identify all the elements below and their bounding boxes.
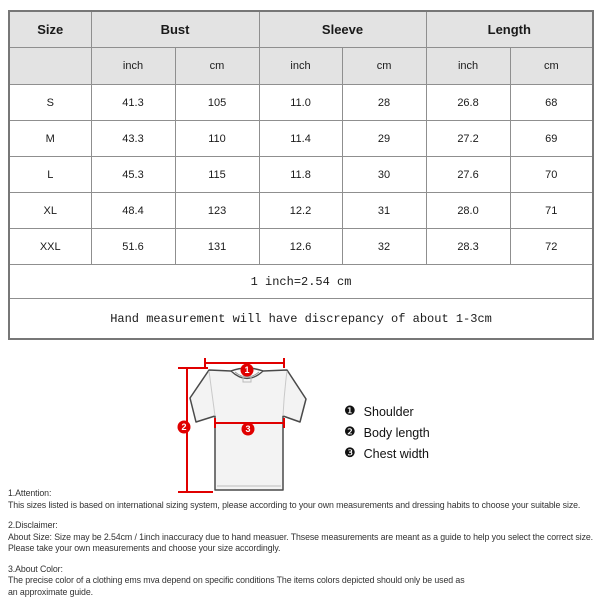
marker-body-length-number: 2 bbox=[181, 422, 187, 433]
tshirt-measurement-diagram bbox=[160, 352, 350, 500]
legend-label-body-length: Body length bbox=[363, 425, 430, 440]
circled-three-icon: ❸ bbox=[344, 446, 356, 461]
value-cell: 68 bbox=[510, 85, 593, 121]
value-cell: 28.0 bbox=[426, 193, 510, 229]
size-cell: XL bbox=[9, 193, 91, 229]
legend-item-shoulder bbox=[344, 401, 430, 422]
circled-two-icon: ❷ bbox=[344, 425, 356, 440]
legend-label-chest-width: Chest width bbox=[363, 446, 429, 461]
value-cell: 27.2 bbox=[426, 121, 510, 157]
fine-print-notes bbox=[8, 488, 598, 607]
size-chart-table bbox=[8, 10, 594, 340]
value-cell: 69 bbox=[510, 121, 593, 157]
conversion-note-row bbox=[9, 265, 593, 299]
value-cell: 72 bbox=[510, 229, 593, 265]
value-cell: 27.6 bbox=[426, 157, 510, 193]
marker-shoulder bbox=[241, 364, 254, 377]
value-cell: 45.3 bbox=[91, 157, 175, 193]
measurement-legend bbox=[344, 401, 430, 464]
unit-header-empty bbox=[9, 48, 91, 85]
size-cell: XXL bbox=[9, 229, 91, 265]
hand-measurement-note: Hand measurement will have discrepancy of about 1-3cm bbox=[9, 299, 593, 340]
value-cell: 71 bbox=[510, 193, 593, 229]
disclaimer-heading: 2.Disclaimer: bbox=[8, 520, 58, 530]
table-row bbox=[9, 229, 593, 265]
value-cell: 110 bbox=[175, 121, 259, 157]
unit-header: inch bbox=[259, 48, 342, 85]
col-header-length: Length bbox=[426, 11, 593, 48]
table-row bbox=[9, 121, 593, 157]
unit-header: cm bbox=[510, 48, 593, 85]
col-header-sleeve: Sleeve bbox=[259, 11, 426, 48]
size-cell: L bbox=[9, 157, 91, 193]
table-row bbox=[9, 85, 593, 121]
value-cell: 48.4 bbox=[91, 193, 175, 229]
marker-shoulder-number: 1 bbox=[244, 365, 250, 376]
circled-one-icon: ❶ bbox=[344, 404, 356, 419]
value-cell: 51.6 bbox=[91, 229, 175, 265]
col-header-bust: Bust bbox=[91, 11, 259, 48]
hand-note-row bbox=[9, 299, 593, 340]
attention-text: This sizes listed is based on international sizing system, please according to your own measurements and dressing habits to choose your suitable size. bbox=[8, 499, 581, 510]
header-row bbox=[9, 11, 593, 48]
attention-heading: 1.Attention: bbox=[8, 488, 52, 498]
legend-item-chest-width bbox=[344, 443, 430, 464]
unit-header: cm bbox=[175, 48, 259, 85]
attention-note bbox=[8, 488, 598, 511]
unit-header: inch bbox=[91, 48, 175, 85]
unit-header: cm bbox=[342, 48, 426, 85]
table-row bbox=[9, 193, 593, 229]
about-color-text-line1: The precise color of a clothing ems mva depend on specific conditions The items colors depicted should only be used as bbox=[8, 575, 465, 585]
value-cell: 43.3 bbox=[91, 121, 175, 157]
value-cell: 131 bbox=[175, 229, 259, 265]
unit-header-row bbox=[9, 48, 593, 85]
value-cell: 123 bbox=[175, 193, 259, 229]
marker-chest-width-number: 3 bbox=[245, 424, 251, 435]
disclaimer-text-line1: About Size: Size may be 2.54cm / 1inch inaccuracy due to hand measuer. Thsese measurements are meant as a guide to help you select the correct size. bbox=[8, 531, 594, 542]
value-cell: 28.3 bbox=[426, 229, 510, 265]
marker-body-length bbox=[178, 421, 191, 434]
value-cell: 115 bbox=[175, 157, 259, 193]
size-cell: M bbox=[9, 121, 91, 157]
value-cell: 12.6 bbox=[259, 229, 342, 265]
col-header-size: Size bbox=[9, 11, 91, 48]
value-cell: 41.3 bbox=[91, 85, 175, 121]
table-row bbox=[9, 157, 593, 193]
legend-label-shoulder: Shoulder bbox=[363, 404, 414, 419]
value-cell: 12.2 bbox=[259, 193, 342, 229]
value-cell: 29 bbox=[342, 121, 426, 157]
legend-item-body-length bbox=[344, 422, 430, 443]
size-cell: S bbox=[9, 85, 91, 121]
value-cell: 26.8 bbox=[426, 85, 510, 121]
value-cell: 32 bbox=[342, 229, 426, 265]
value-cell: 30 bbox=[342, 157, 426, 193]
about-color-heading: 3.About Color: bbox=[8, 563, 63, 574]
unit-header: inch bbox=[426, 48, 510, 85]
disclaimer-note bbox=[8, 520, 598, 555]
value-cell: 28 bbox=[342, 85, 426, 121]
about-color-note bbox=[8, 564, 598, 599]
value-cell: 11.8 bbox=[259, 157, 342, 193]
about-color-text-line2: an approximate guide. bbox=[8, 586, 93, 597]
conversion-note: 1 inch=2.54 cm bbox=[9, 265, 593, 299]
disclaimer-text-line2: Please take your own measurements and choose your size accordingly. bbox=[8, 543, 281, 553]
value-cell: 31 bbox=[342, 193, 426, 229]
value-cell: 11.0 bbox=[259, 85, 342, 121]
marker-chest-width bbox=[242, 423, 255, 436]
value-cell: 105 bbox=[175, 85, 259, 121]
value-cell: 70 bbox=[510, 157, 593, 193]
value-cell: 11.4 bbox=[259, 121, 342, 157]
